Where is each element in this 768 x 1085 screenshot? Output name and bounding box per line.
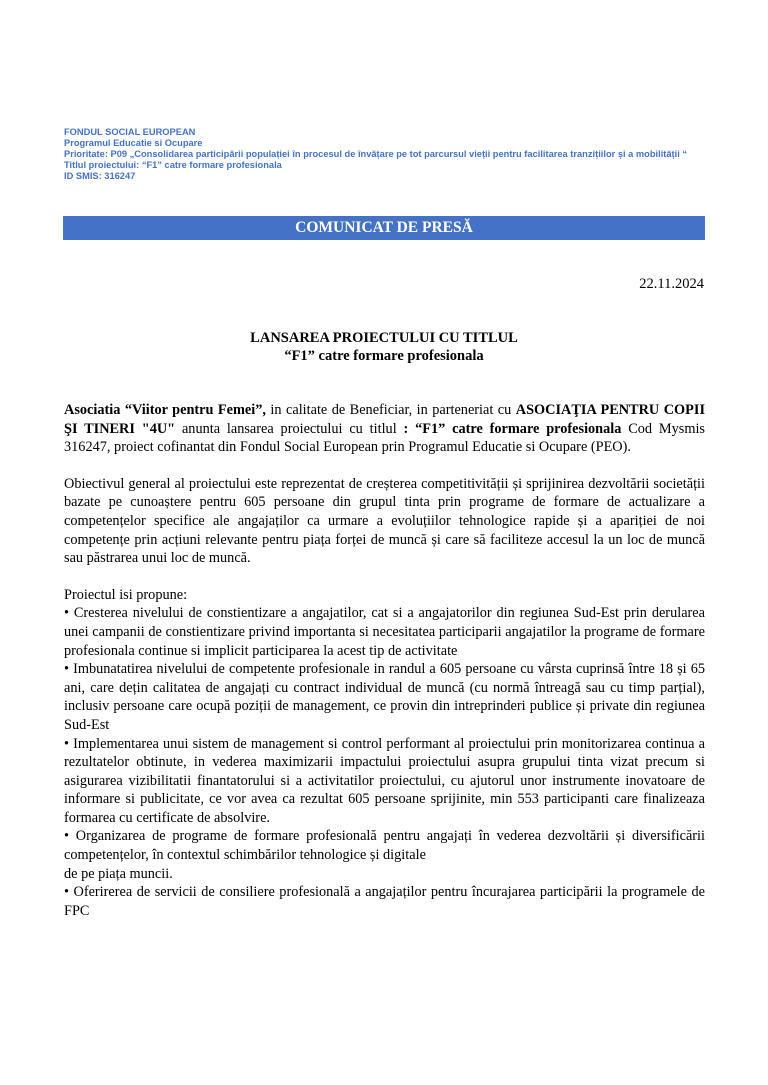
intro-text-2: anunta lansarea proiectului cu titlul (175, 420, 404, 437)
bullet-item: • Implementarea unui sistem de management si control performant al proiectului prin monitorizarea continua a rezultatelor obtinute, in vederea maximizarii impactului proiectului asupra grupului tinta vizat precum si asigurarea vizibilitatii finantatorului si a activitatilor proiectului, cu ajutorul unor instrumente inovatoare de informare si publicitate, ce vor avea ca rezultat 605 persoane sprijinite, min 553 participanti care finalizeaza formarea cu certificate de absolvire. (64, 735, 705, 826)
intro-text-1: in calitate de Beneficiar, in parteneriat cu (265, 402, 516, 418)
bullet-item: • Oferirerea de servicii de consiliere profesională a angajaților pentru încurajarea participării la programele de FPC (64, 884, 705, 919)
bullet-item: • Imbunatatirea nivelului de competente profesionale in randul a 605 persoane cu vârsta cuprinsă între 18 și 65 ani, care dețin calitatea de angajați cu contract individual de muncă (cu normă întreagă sau cu timp parțial), inclusiv persoane care ocupă poziții de management, ce provin din intreprinderi publice și private din regiunea Sud-Est (64, 661, 705, 733)
release-date: 22.11.2024 (639, 276, 704, 292)
objective-paragraph: Obiectivul general al proiectului este reprezentat de creșterea competitivității și sprijinirea dezvoltării societății bazate pe cunoaștere pentru 605 persoane din grupul tinta prin programe de formare de actualizare a competențelor specifice ale angajaților ca urmare a evoluțiilor tehnologice rapide și a apariției de noi competențe prin acțiuni relevante pentru piața forței de muncă și care să faciliteze accesul la un loc de muncă sau păstrarea unui loc de muncă. (64, 475, 705, 567)
beneficiary-name: Asociatia “Viitor pentru Femei”, (64, 402, 266, 418)
bullet-item: • Organizarea de programe de formare profesională pentru angajați în vederea dezvoltării și diversificării competențelor, în contextul schimbărilor tehnologice și digitale (64, 828, 705, 864)
release-body (64, 401, 705, 920)
bullet-item-continuation: de pe piața muncii. (64, 865, 173, 882)
release-title (64, 329, 704, 365)
intro-paragraph (64, 401, 705, 457)
project-title-line: Titlul proiectului: “F1” catre formare profesionala (64, 160, 282, 170)
press-release-banner: COMUNICAT DE PRESĂ (63, 216, 705, 240)
program-header (64, 127, 708, 182)
title-line-1: LANSAREA PROIECTULUI CU TITLUL (250, 330, 518, 346)
smis-id: ID SMIS: 316247 (64, 171, 136, 181)
partner-name: ASOCIAŢIA PENTRU COPII ŞI TINERI "4U" (64, 402, 706, 437)
project-name: : “F1” catre formare profesionala (403, 420, 622, 437)
program-name: Programul Educatie si Ocupare (64, 138, 203, 148)
title-line-2: “F1” catre formare profesionala (284, 348, 484, 364)
bullet-item: • Cresterea nivelului de constientizare a angajatilor, cat si a angajatorilor din regiunea Sud-Est prin derularea unei campanii de constientizare privind importanta si necesitatea participarii angajatilor la programe de formare profesionala continue si implicit participarea la acest tip de activitate (64, 605, 705, 659)
priority-text: Prioritate: P09 „Consolidarea participării populației în procesul de învățare pe tot parcursul vieții pentru facilitarea tranzițiilor și a mobilității “ (64, 149, 688, 159)
intro-text-3: Cod Mysmis 316247, proiect cofinantat din Fondul Social European prin Programul Educatie si Ocupare (PEO). (64, 420, 705, 456)
aims-heading: Proiectul isi propune: (64, 586, 188, 603)
fund-name: FONDUL SOCIAL EUROPEAN (64, 127, 196, 137)
